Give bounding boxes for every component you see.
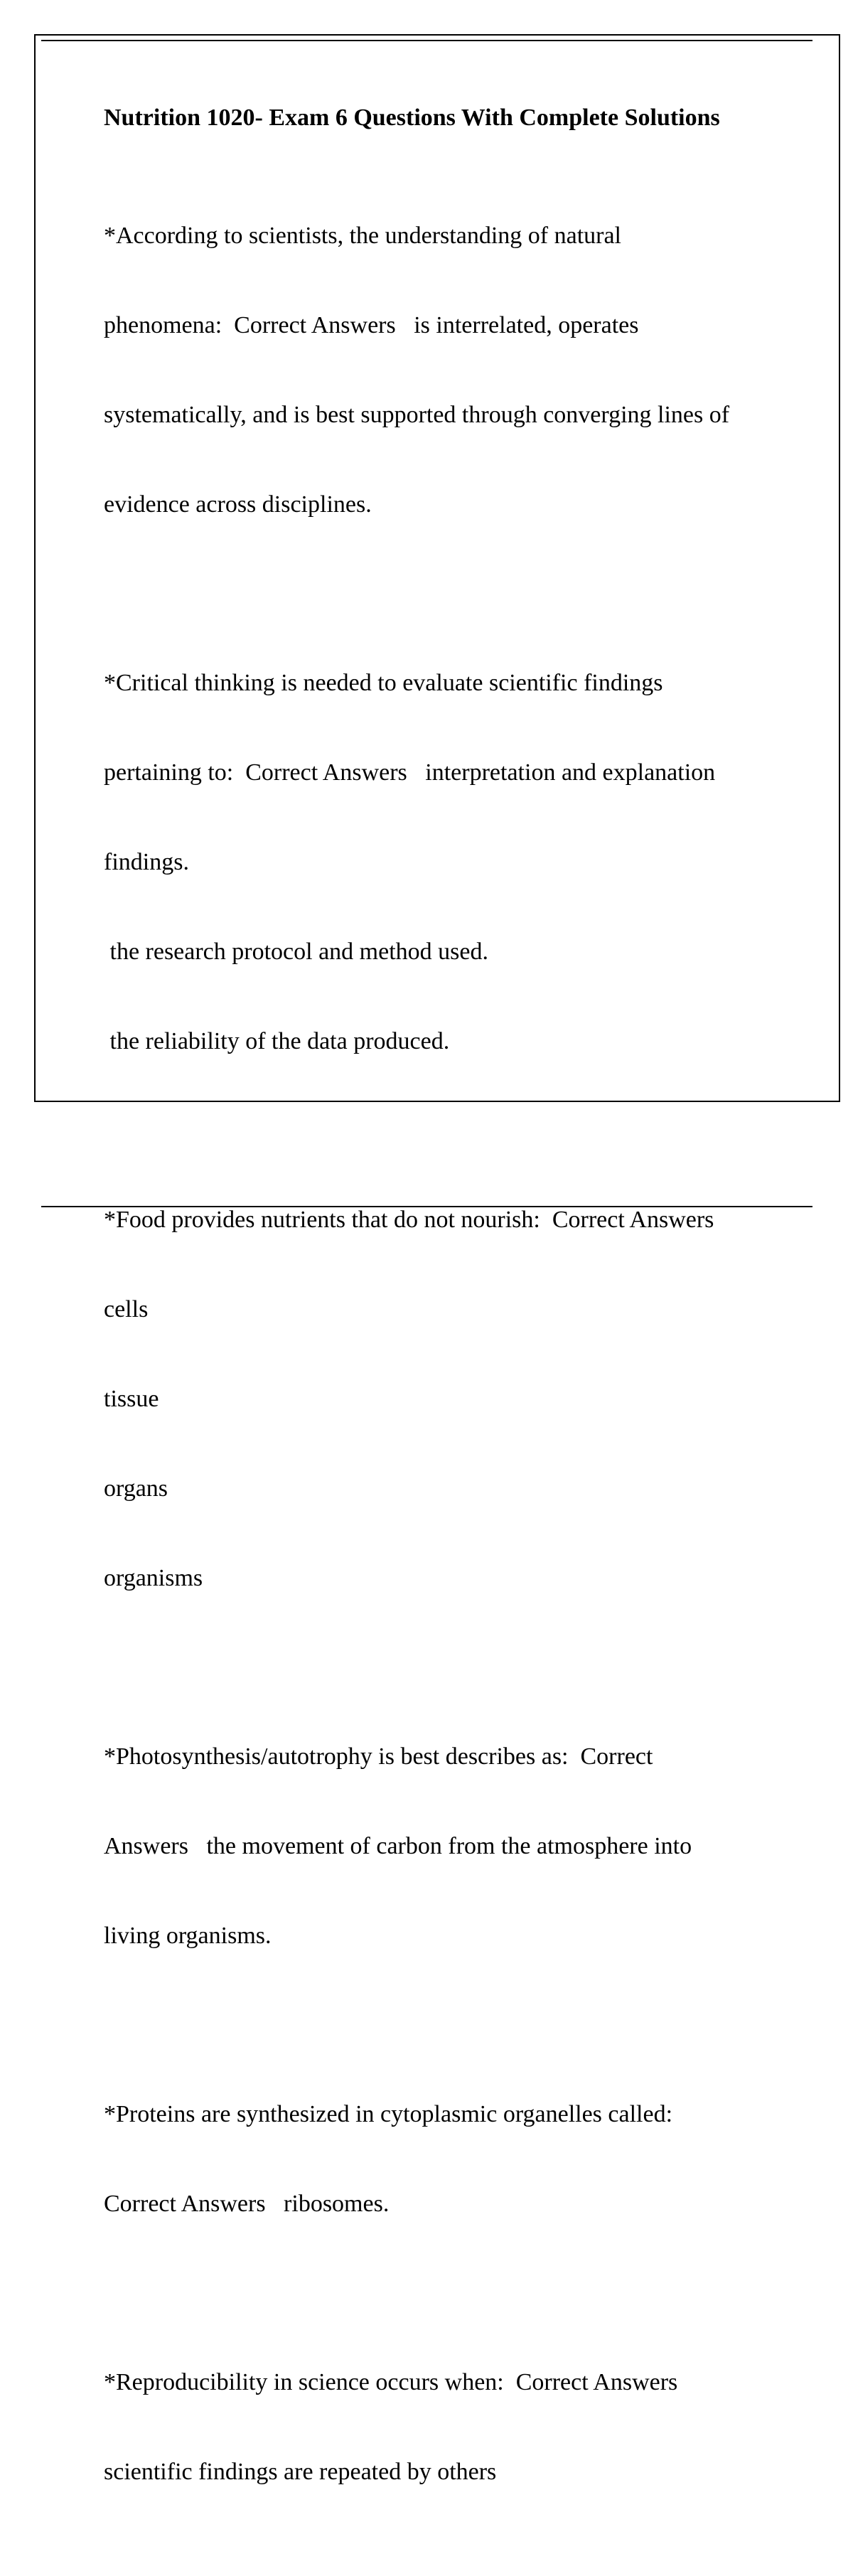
question-line: findings. — [104, 849, 189, 875]
question-line: organs — [104, 1475, 168, 1502]
document-title: Nutrition 1020- Exam 6 Questions With Complete Solutions — [104, 105, 720, 131]
question-line: the research protocol and method used. — [104, 939, 488, 965]
question-line: Correct Answers ribosomes. — [104, 2191, 390, 2217]
question-line: evidence across disciplines. — [104, 491, 372, 518]
question-line: cells — [104, 1296, 149, 1322]
question-4 — [104, 1682, 815, 2011]
question-line: *Photosynthesis/autotrophy is best describes as: Correct — [104, 1743, 653, 1770]
question-line: phenomena: Correct Answers is interrelated, operates — [104, 312, 639, 338]
header-rule — [41, 40, 812, 41]
question-2 — [104, 609, 815, 1116]
question-line: scientific findings are repeated by others — [104, 2459, 497, 2485]
question-3 — [104, 1145, 815, 1653]
question-line: systematically, and is best supported through converging lines of — [104, 402, 730, 428]
question-line: pertaining to: Correct Answers interpretation and explanation — [104, 759, 716, 786]
question-line: *Food provides nutrients that do not nourish: Correct Answers — [104, 1207, 714, 1233]
question-line: *Reproducibility in science occurs when: Correct Answers — [104, 2369, 678, 2395]
question-line: living organisms. — [104, 1923, 272, 1949]
document-body — [104, 103, 815, 2576]
question-line: the reliability of the data produced. — [104, 1028, 450, 1054]
question-line: *Critical thinking is needed to evaluate scientific findings — [104, 670, 663, 696]
question-line: Answers the movement of carbon from the atmosphere into — [104, 1833, 692, 1859]
question-1 — [104, 161, 815, 579]
question-line: tissue — [104, 1386, 159, 1412]
question-6 — [104, 2308, 815, 2547]
question-line: *Proteins are synthesized in cytoplasmic organelles called: — [104, 2101, 673, 2127]
question-line: *According to scientists, the understanding of natural — [104, 223, 621, 249]
question-5 — [104, 2040, 815, 2279]
question-line: organisms — [104, 1565, 203, 1591]
